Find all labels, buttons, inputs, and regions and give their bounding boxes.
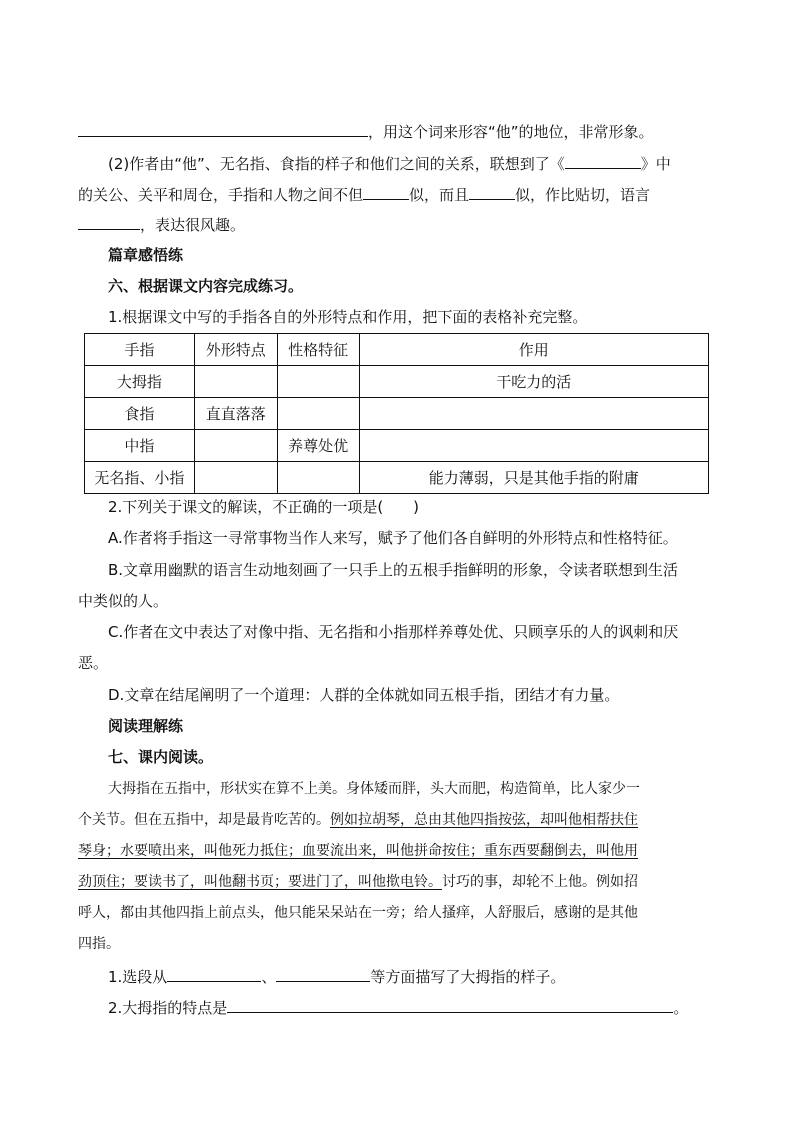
table-row xyxy=(85,366,709,398)
table-header-cell: 性格特征 xyxy=(277,334,359,366)
table-cell-input[interactable] xyxy=(194,366,277,398)
question-7-1 xyxy=(108,965,748,988)
option-c-cont: 恶。 xyxy=(78,654,109,672)
question-7-1-text-c: 等方面描写了大拇指的样子。 xyxy=(370,968,566,986)
table-cell: 养尊处优 xyxy=(277,430,359,462)
q5-2-text-d: 似，而且 xyxy=(409,186,470,204)
table-cell: 大拇指 xyxy=(85,366,195,398)
answer-blank[interactable] xyxy=(78,213,140,230)
option-a[interactable]: A.作者将手指这一寻常事物当作人来写，赋予了他们各自鲜明的外形特点和性格特征。 xyxy=(108,529,678,547)
q5-2-line xyxy=(108,152,748,175)
answer-blank[interactable] xyxy=(565,152,641,169)
q5-2-text-c: 的关公、关平和周仓，手指和人物之间不但 xyxy=(78,186,364,204)
table-cell: 中指 xyxy=(85,430,195,462)
question-7-2 xyxy=(108,996,748,1019)
passage-line: 呼人，都由其他四指上前点头，他只能呆呆站在一旁；给人搔痒，人舒服后，感谢的是其他 xyxy=(78,905,638,921)
q5-line-1-text: ，用这个词来形容“他”的地位，非常形象。 xyxy=(368,123,654,141)
option-b[interactable]: B.文章用幽默的语言生动地刻画了一只手上的五根手指鲜明的形象，令读者联想到生活 xyxy=(108,561,679,579)
question-7-2-text-a: 2.大拇指的特点是 xyxy=(108,999,228,1017)
passage-text: 个关节。但在五指中，却是最肯吃苦的。 xyxy=(78,812,330,828)
passage-line xyxy=(78,809,718,831)
table-row xyxy=(85,430,709,462)
table-cell: 食指 xyxy=(85,398,195,430)
table-cell-input[interactable] xyxy=(194,430,277,462)
passage-underlined-text: 劲顶住；要读书了，叫他翻书页；要进门了，叫他揿电铃。 xyxy=(78,874,442,890)
q5-line-1 xyxy=(78,120,718,143)
answer-blank[interactable] xyxy=(469,183,515,200)
passage-line: 四指。 xyxy=(78,936,120,952)
table-header-row xyxy=(85,334,709,366)
option-b-cont: 中类似的人。 xyxy=(78,592,169,610)
option-d[interactable]: D.文章在结尾阐明了一个道理：人群的全体就如同五根手指，团结才有力量。 xyxy=(108,686,620,704)
passage-text: 讨巧的事，却轮不上他。例如招 xyxy=(442,874,638,890)
q5-2-line-3 xyxy=(78,213,718,236)
answer-blank[interactable] xyxy=(363,183,409,200)
table-row xyxy=(85,462,709,494)
passage-underlined-text: 例如拉胡琴，总由其他四指按弦，却叫他相帮扶住 xyxy=(330,812,638,828)
passage-underlined-line: 琴身；水要喷出来，叫他死力抵住；血要流出来，叫他拼命按住；重东西要翻倒去，叫他用 xyxy=(78,843,638,859)
q5-2-text-b: 》中 xyxy=(640,155,671,173)
question-7-1-text-a: 1.选段从 xyxy=(108,968,168,986)
question-7-1-text-b: 、 xyxy=(261,968,277,986)
q5-2-text-a: (2)作者由“他”、无名指、食指的样子和他们之间的关系，联想到了《 xyxy=(108,155,565,173)
question-6-1-stem: 1.根据课文中写的手指各自的外形特点和作用，把下面的表格补充完整。 xyxy=(108,308,588,326)
passage-line xyxy=(78,871,718,893)
question-6-2-stem: 2.下列关于课文的解读，不正确的一项是( ) xyxy=(108,498,420,516)
table-header-cell: 作用 xyxy=(359,334,708,366)
section-heading-pianzhang: 篇章感悟练 xyxy=(108,246,184,264)
answer-blank[interactable] xyxy=(276,965,370,982)
section-heading-yuedu: 阅读理解练 xyxy=(108,717,184,735)
q5-2-line-2 xyxy=(78,183,718,206)
answer-blank[interactable] xyxy=(78,120,368,137)
answer-blank[interactable] xyxy=(227,996,673,1013)
table-cell-input[interactable] xyxy=(359,398,708,430)
option-c[interactable]: C.作者在文中表达了对像中指、无名指和小指那样养尊处优、只顾享乐的人的讽刺和厌 xyxy=(108,623,679,641)
table-cell-input[interactable] xyxy=(277,366,359,398)
table-row xyxy=(85,398,709,430)
passage-line: 大拇指在五指中，形状实在算不上美。身体矮而胖，头大而肥，构造简单，比人家少一 xyxy=(108,781,640,797)
table-header-cell: 外形特点 xyxy=(194,334,277,366)
table-cell: 直直落落 xyxy=(194,398,277,430)
table-cell-input[interactable] xyxy=(359,430,708,462)
question-7-title: 七、课内阅读。 xyxy=(108,748,214,766)
table-cell-input[interactable] xyxy=(277,462,359,494)
answer-blank[interactable] xyxy=(167,965,261,982)
q5-2-text-f: ，表达很风趣。 xyxy=(140,216,246,234)
question-6-title: 六、根据课文内容完成练习。 xyxy=(108,277,304,295)
table-cell: 无名指、小指 xyxy=(85,462,195,494)
table-cell: 能力薄弱，只是其他手指的附庸 xyxy=(359,462,708,494)
finger-table xyxy=(84,333,709,494)
table-cell-input[interactable] xyxy=(277,398,359,430)
question-7-2-text-b: 。 xyxy=(673,999,689,1017)
table-header-cell: 手指 xyxy=(85,334,195,366)
table-cell: 干吃力的活 xyxy=(359,366,708,398)
table-cell-input[interactable] xyxy=(194,462,277,494)
q5-2-text-e: 似，作比贴切，语言 xyxy=(515,186,651,204)
